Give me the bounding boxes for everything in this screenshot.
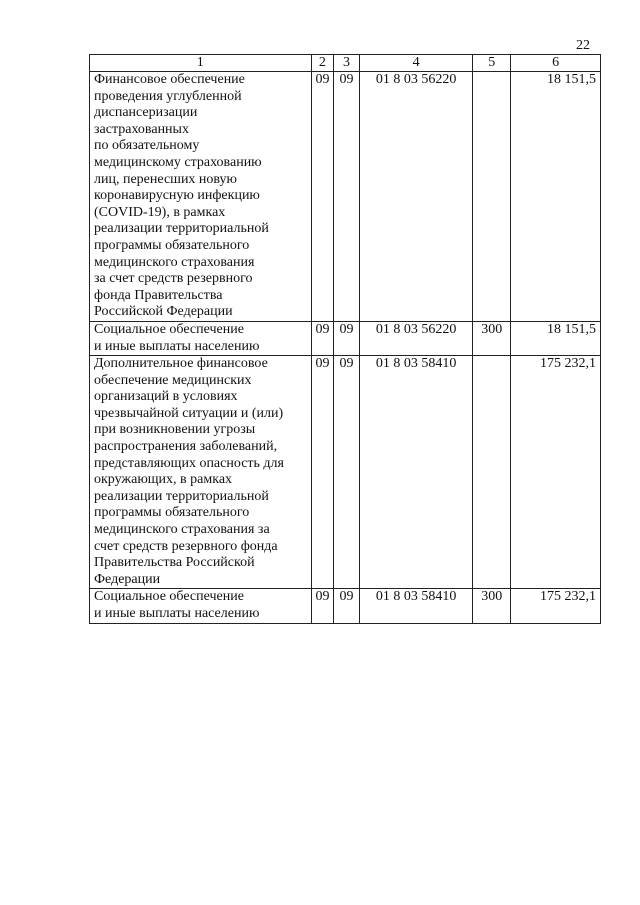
- subsection-code-cell: 09: [334, 589, 360, 623]
- row-name-line: Дополнительное финансовое: [94, 356, 268, 372]
- row-name-line: программы обязательного: [94, 237, 250, 253]
- subsection-code-cell: 09: [334, 356, 360, 589]
- table-row: [90, 321, 601, 355]
- row-name-line: при возникновении угрозы: [94, 422, 256, 438]
- row-name-line: Российской Федерации: [94, 304, 233, 320]
- row-name-line: Социальное обеспечение: [94, 589, 244, 605]
- table-row: [90, 356, 601, 589]
- table-row: [90, 589, 601, 623]
- row-name-line: обеспечение медицинских: [94, 372, 252, 388]
- row-name-line: представляющих опасность для: [94, 455, 284, 471]
- row-name-line: медицинскому страхованию: [94, 154, 262, 170]
- table-body: [90, 72, 601, 624]
- expense-type-cell: [473, 356, 511, 589]
- row-name-line: реализации территориальной: [94, 488, 269, 504]
- column-header-4: 4: [359, 55, 472, 72]
- section-code-cell: 09: [311, 589, 334, 623]
- amount-cell: 18 151,5: [511, 72, 601, 322]
- row-name-line: Финансовое обеспечение: [94, 72, 245, 87]
- section-code-cell: 09: [311, 72, 334, 322]
- row-name-line: медицинского страхования: [94, 254, 255, 270]
- row-name-line: распространения заболеваний,: [94, 439, 278, 455]
- row-name-line: (COVID-19), в рамках: [94, 204, 226, 220]
- row-name-cell: [90, 589, 312, 623]
- amount-cell: 175 232,1: [511, 589, 601, 623]
- row-name-line: счет средств резервного фонда: [94, 538, 278, 554]
- column-header-2: 2: [311, 55, 334, 72]
- row-name-line: застрахованных: [94, 121, 189, 137]
- row-name-line: по обязательному: [94, 138, 200, 154]
- row-name-cell: [90, 356, 312, 589]
- expense-type-cell: [473, 72, 511, 322]
- row-name-line: Федерации: [94, 571, 161, 587]
- row-name-line: организаций в условиях: [94, 389, 238, 405]
- section-code-cell: 09: [311, 321, 334, 355]
- row-name-line: и иные выплаты населению: [94, 606, 260, 621]
- row-name-line: Правительства Российской: [94, 555, 255, 571]
- row-name-line: диспансеризации: [94, 105, 198, 121]
- column-header-5: 5: [473, 55, 511, 72]
- row-name-line: окружающих, в рамках: [94, 472, 233, 488]
- subsection-code-cell: 09: [334, 321, 360, 355]
- target-article-cell: 01 8 03 58410: [359, 589, 472, 623]
- page-number: 22: [576, 38, 590, 53]
- target-article-cell: 01 8 03 58410: [359, 356, 472, 589]
- table-row: [90, 72, 601, 322]
- row-name-line: медицинского страхования за: [94, 522, 270, 538]
- column-header-3: 3: [334, 55, 360, 72]
- row-name-cell: [90, 72, 312, 322]
- row-name-line: фонда Правительства: [94, 287, 223, 303]
- column-header-6: 6: [511, 55, 601, 72]
- amount-cell: 18 151,5: [511, 321, 601, 355]
- row-name-line: программы обязательного: [94, 505, 250, 521]
- row-name-line: проведения углубленной: [94, 88, 242, 104]
- row-name-cell: [90, 321, 312, 355]
- expense-type-cell: 300: [473, 589, 511, 623]
- target-article-cell: 01 8 03 56220: [359, 72, 472, 322]
- row-name-line: чрезвычайной ситуации и (или): [94, 405, 284, 421]
- row-name-line: реализации территориальной: [94, 221, 269, 237]
- row-name-line: за счет средств резервного: [94, 271, 253, 287]
- row-name-line: и иные выплаты населению: [94, 338, 260, 354]
- row-name-line: Социальное обеспечение: [94, 321, 244, 337]
- budget-table: [89, 54, 601, 624]
- target-article-cell: 01 8 03 56220: [359, 321, 472, 355]
- subsection-code-cell: 09: [334, 72, 360, 322]
- amount-cell: 175 232,1: [511, 356, 601, 589]
- row-name-line: коронавирусную инфекцию: [94, 188, 260, 204]
- expense-type-cell: 300: [473, 321, 511, 355]
- row-name-line: лиц, перенесших новую: [94, 171, 238, 187]
- column-header-1: 1: [90, 55, 312, 72]
- table-header-row: [90, 55, 601, 72]
- section-code-cell: 09: [311, 356, 334, 589]
